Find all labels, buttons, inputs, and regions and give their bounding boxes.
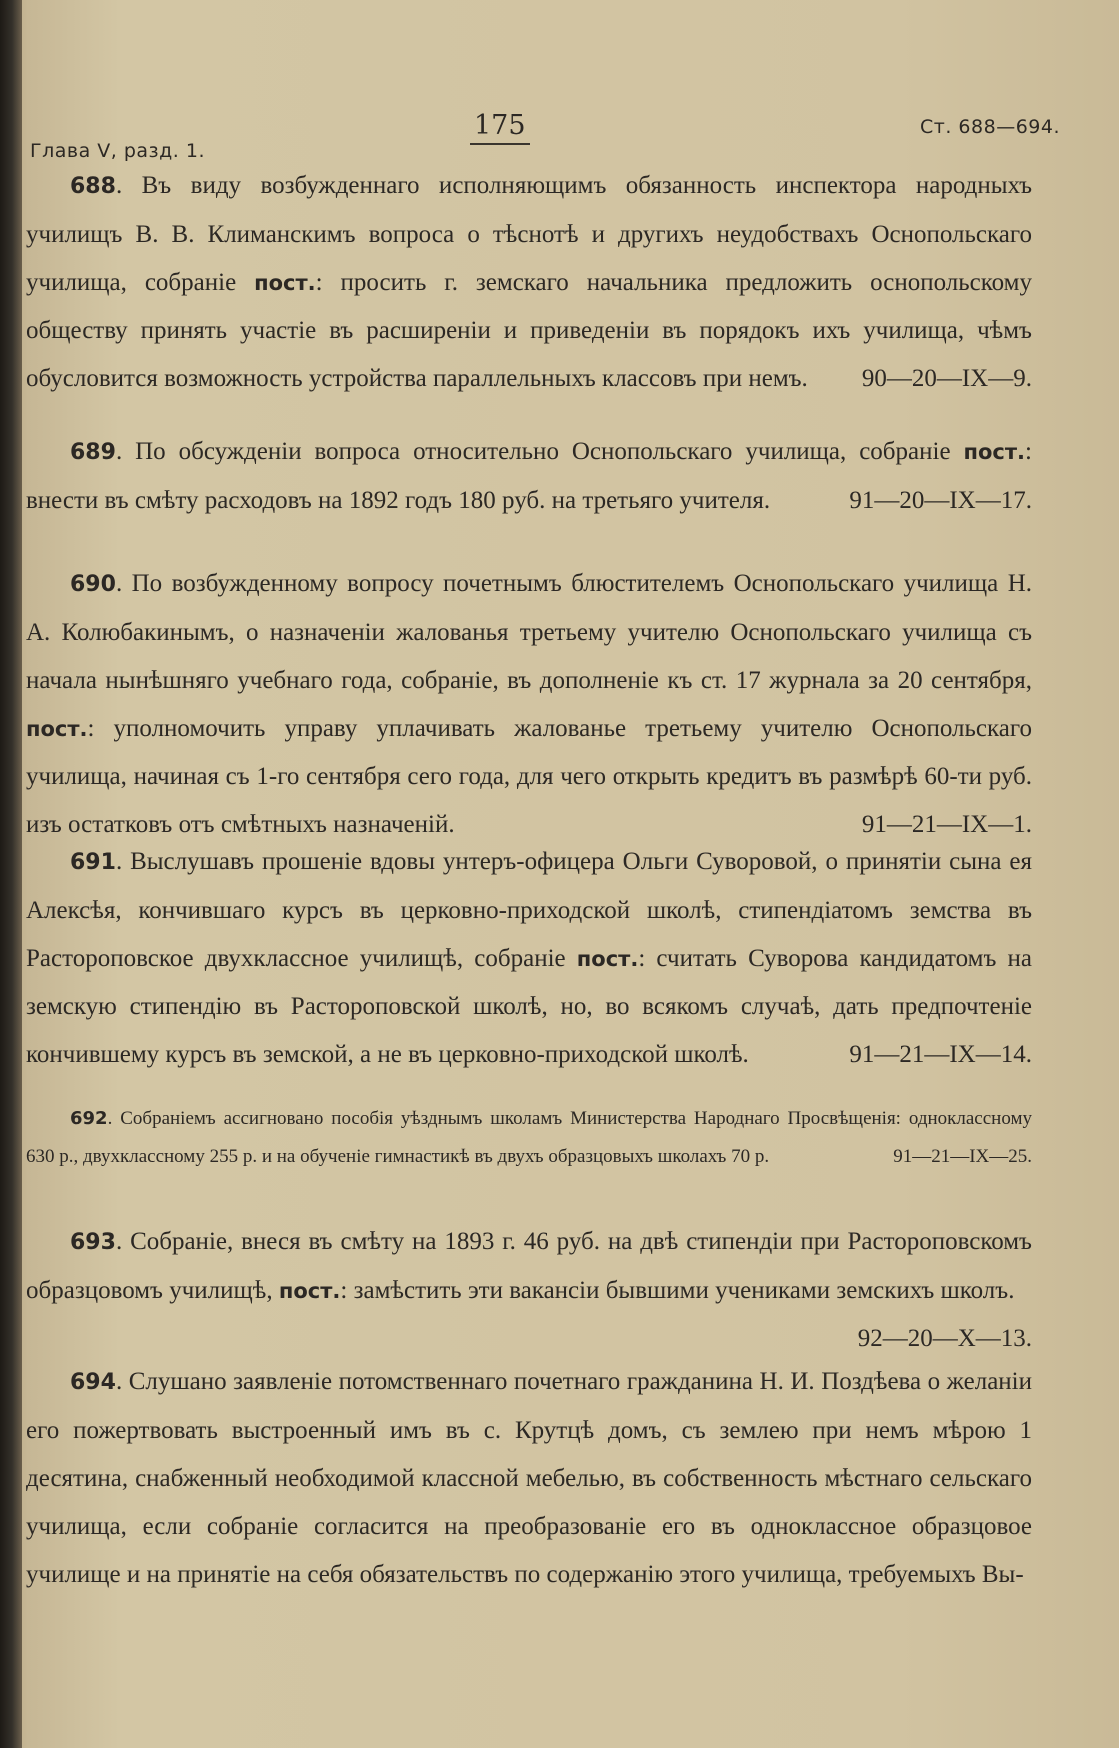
entry-text: . По возбужденному вопросу почетнымъ блюстителемъ Оснопольскаго училища Н. А. Колюбакинымъ, о назначеніи жалованья третьему учителю Оснопольскаго училища съ начала нынѣшняго учебнаго года, собраніе, въ дополненіе къ ст. 17 журнала за 20 сентября,: [26, 570, 1032, 694]
statute-range: Ст. 688—694.: [920, 116, 1060, 138]
entry-691: [26, 838, 1032, 1079]
entry-number: 691: [70, 850, 116, 875]
entry-694: [26, 1358, 1032, 1599]
book-binding-edge: [0, 0, 22, 1748]
postanovleno-label: пост.: [576, 947, 639, 971]
entry-690: [26, 560, 1032, 849]
page-header: [30, 110, 1090, 160]
page-number: 175: [470, 110, 530, 145]
entry-text: . Въ виду возбужденнаго исполняющимъ обязанность инспектора народныхъ училищъ В. В. Климанскимъ вопроса о тѣснотѣ и другихъ неудобствахъ Оснопольскаго училища, собраніе: [26, 172, 1032, 296]
entry-692: [26, 1100, 1032, 1176]
entry-text: . Выслушавъ прошеніе вдовы унтеръ-офицера Ольги Суворовой, о принятіи сына ея Алексѣя, кончившаго курсъ въ церковно-приходской школѣ, стипендіатомъ земства въ Растороповское двухклассное училищѣ, собраніе: [26, 848, 1032, 972]
postanovleno-label: пост.: [26, 717, 88, 741]
entry-text-continued: : внести въ смѣту расходовъ на 1892 годъ 180 руб. на третьяго учителя.: [26, 438, 1032, 514]
journal-reference: 91—20—IX—17.: [849, 487, 1032, 514]
entry-number: 694: [70, 1370, 116, 1395]
journal-reference: 92—20—X—13.: [857, 1325, 1032, 1352]
entry-number: 690: [70, 572, 116, 597]
entry-text: . Слушано заявленіе потомственнаго почетнаго гражданина Н. И. Поздѣева о желаніи его пожертвовать выстроенный имъ въ с. Крутцѣ домъ, съ землею при немъ мѣрою 1 десятина, снабженный необходимой классной мебелью, въ собственность мѣстнаго сельскаго училища, если собраніе согласится на преобразованіе его въ одноклассное образцовое училище и на принятіе на себя обязательствъ по содержанію этого училища, требуемыхъ Вы-: [26, 1368, 1032, 1588]
entry-688: [26, 162, 1032, 403]
entry-number: 688: [70, 174, 116, 199]
journal-reference: 91—21—IX—14.: [849, 1041, 1032, 1068]
postanovleno-label: пост.: [254, 271, 316, 295]
entry-text-continued: : считать Суворова кандидатомъ на земскую стипендію въ Растороповской школѣ, но, во всякомъ случаѣ, дать предпочтеніе кончившему курсъ въ земской, а не въ церковно-приходской школѣ.: [26, 945, 1032, 1068]
postanovleno-label: пост.: [963, 440, 1026, 464]
postanovleno-label: пост.: [278, 1279, 341, 1303]
journal-reference: 90—20—IX—9.: [861, 365, 1032, 392]
journal-reference: 91—21—IX—1.: [861, 811, 1032, 838]
entry-693: [26, 1218, 1032, 1363]
entry-text-continued: : уполномочить управу уплачивать жалованье третьему учителю Оснопольскаго училища, начиная съ 1-го сентября сего года, для чего открыть кредитъ въ размѣрѣ 60-ти руб. изъ остатковъ отъ смѣтныхъ назначеній.: [26, 715, 1032, 838]
entry-number: 692: [70, 1108, 108, 1129]
entry-text: . Собраніе, внеся въ смѣту на 1893 г. 46 руб. на двѣ стипендіи при Растороповскомъ образцовомъ училищѣ,: [26, 1228, 1032, 1304]
entry-number: 689: [70, 440, 116, 465]
entry-text: . По обсужденіи вопроса относительно Оснопольскаго училища, собраніе: [115, 438, 964, 465]
journal-reference: 91—21—IX—25.: [893, 1146, 1032, 1167]
entry-689: [26, 428, 1032, 525]
entry-text-continued: : просить г. земскаго начальника предложить оснопольскому обществу принять участіе въ расширеніи и приведеніи въ порядокъ ихъ училища, чѣмъ обусловится возможность устройства параллельныхъ классовъ при немъ.: [26, 269, 1032, 392]
entry-text: . Собраніемъ ассигновано пособія уѣзднымъ школамъ Министерства Народнаго Просвѣщенія: одноклассному 630 р., двухклассному 255 р. и на обученіе гимнастикѣ въ двухъ образцовыхъ школахъ 70 р.: [26, 1108, 1032, 1167]
entry-number: 693: [70, 1230, 116, 1255]
entry-text-continued: : замѣстить эти вакансіи бывшими учениками земскихъ школъ.: [340, 1277, 1015, 1304]
chapter-label: Глава V, разд. 1.: [30, 140, 205, 162]
